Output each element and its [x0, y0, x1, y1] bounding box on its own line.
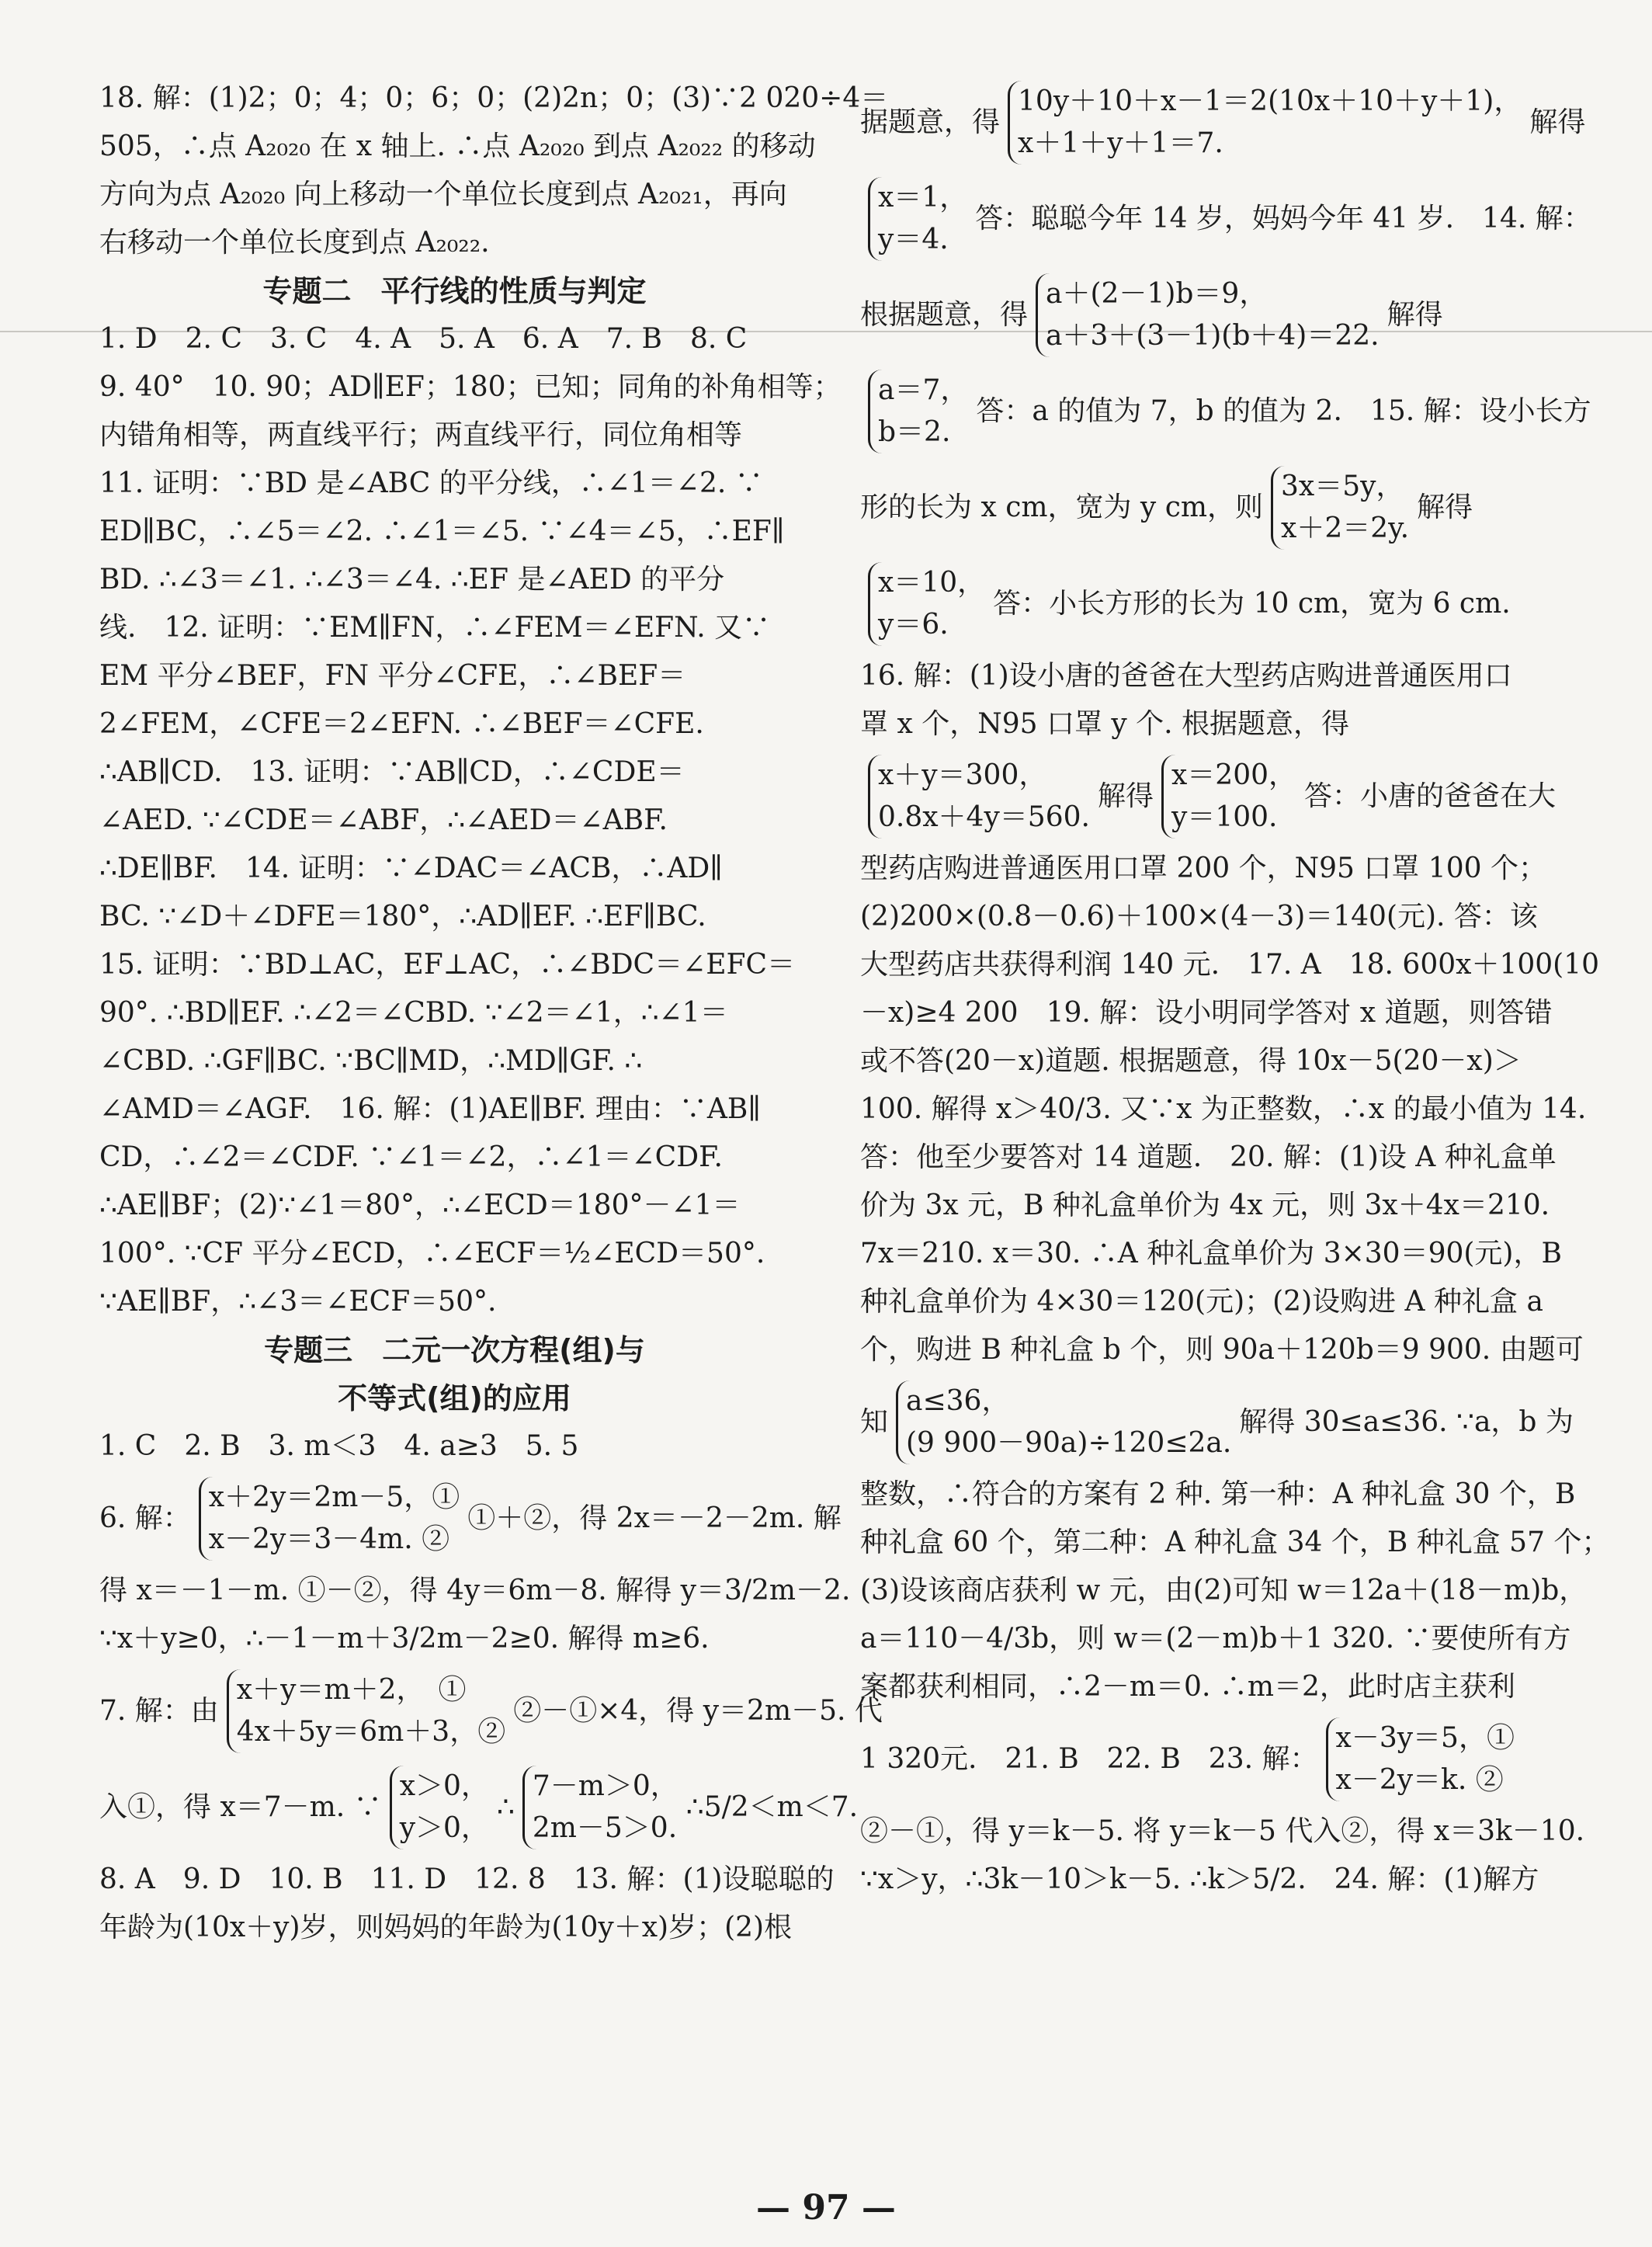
text-line	[860, 1134, 1570, 1182]
equation-row: (9 900－90a)÷120≤2a.	[906, 1427, 1232, 1459]
equation-system-line	[860, 748, 1570, 845]
line-text: 个，购进 B 种礼盒 b 个，则 90a＋120b＝9 900. 由题可	[860, 1334, 1584, 1366]
equation-row: 0.8x＋4y＝560.	[878, 801, 1090, 833]
line-text-after: ①＋②，得 2x＝－2－2m. 解	[467, 1502, 842, 1534]
line-text-before: 7. 解：由	[99, 1695, 219, 1727]
equation-system-line	[99, 1663, 883, 1759]
text-line	[99, 989, 810, 1037]
equation-row: 7－m＞0，	[532, 1770, 678, 1802]
text-line	[860, 700, 1570, 748]
text-line	[860, 1278, 1570, 1326]
equation-system	[522, 1766, 678, 1849]
line-text: (3)设该商店获利 w 元，由(2)可知 w＝12a＋(18－m)b，	[860, 1575, 1588, 1606]
text-line	[860, 845, 1570, 893]
text-line	[860, 1471, 1576, 1519]
equation-row: x－2y＝k. ②	[1335, 1764, 1504, 1796]
line-text: EM 平分∠BEF，FN 平分∠CFE，∴∠BEF＝	[99, 660, 686, 692]
text-line	[99, 75, 889, 123]
line-text: 1. D 2. C 3. C 4. A 5. A 6. A 7. B 8. C	[99, 323, 748, 355]
text-line	[860, 1567, 1588, 1615]
equation-row: x＝200，	[1171, 759, 1297, 791]
equation-system	[1326, 1717, 1515, 1801]
line-text: ∴AB∥CD. 13. 证明：∵AB∥CD，∴∠CDE＝	[99, 756, 685, 788]
equation-system-line	[99, 1471, 842, 1567]
equation-system-line	[860, 556, 1570, 652]
text-line	[860, 1663, 1570, 1711]
line-text: ED∥BC，∴∠5＝∠2. ∴∠1＝∠5. ∵∠4＝∠5，∴EF∥	[99, 516, 785, 547]
line-text: 9. 40° 10. 90；AD∥EF；180；已知；同角的补角相等；	[99, 371, 842, 403]
line-text: 内错角相等，两直线平行；两直线平行，同位角相等	[99, 419, 743, 451]
text-line	[99, 363, 842, 412]
line-text-after: 解得 30≤a≤36. ∵a，b 为	[1239, 1406, 1574, 1438]
line-text: CD，∴∠2＝∠CDF. ∵∠1＝∠2，∴∠1＝∠CDF.	[99, 1141, 723, 1173]
line-text: 大型药店共获得利润 140 元. 17. A 18. 600x＋100(10	[860, 949, 1600, 981]
line-text-after: 答：小唐的爸爸在大	[1304, 780, 1557, 812]
line-text: 505，∴点 A₂₀₂₀ 在 x 轴上. ∴点 A₂₀₂₀ 到点 A₂₀₂₂ 的移动	[99, 130, 816, 162]
text-line	[860, 1808, 1585, 1856]
equation-row: 3x＝5y，	[1281, 471, 1404, 502]
section-heading: 专题二 平行线的性质与判定	[262, 274, 647, 308]
equation-system	[1271, 466, 1409, 550]
equation-row: 2m－5＞0.	[532, 1812, 678, 1844]
line-text: 90°. ∴BD∥EF. ∴∠2＝∠CBD. ∵∠2＝∠1，∴∠1＝	[99, 997, 728, 1029]
equation-system-line	[860, 460, 1570, 556]
equation-system	[868, 755, 1090, 839]
equation-system-line	[860, 1711, 1570, 1808]
equation-system-line	[860, 267, 1570, 363]
text-line	[99, 748, 810, 797]
text-line	[99, 508, 810, 556]
text-line	[860, 1519, 1610, 1567]
equation-row: x－3y＝5，①	[1335, 1722, 1515, 1754]
equation-row: x＝1，	[878, 182, 968, 214]
text-line	[99, 1230, 810, 1278]
equation-system-line	[860, 75, 1586, 171]
equation-system	[1161, 755, 1296, 839]
equation-system	[868, 370, 968, 453]
text-line	[99, 123, 816, 171]
line-text: ∠AED. ∵∠CDE＝∠ABF，∴∠AED＝∠ABF.	[99, 804, 668, 836]
line-text: 15. 证明：∵BD⊥AC，EF⊥AC，∴∠BDC＝∠EFC＝	[99, 949, 796, 981]
line-text: －x)≥4 200 19. 解：设小明同学答对 x 道题，则答错	[860, 997, 1553, 1029]
line-text: ∠AMD＝∠AGF. 16. 解：(1)AE∥BF. 理由：∵AB∥	[99, 1093, 762, 1125]
equation-system	[390, 1766, 489, 1849]
equation-system	[868, 177, 967, 261]
line-text: ∵AE∥BF，∴∠3＝∠ECF＝50°.	[99, 1286, 497, 1318]
line-text: BC. ∵∠D＋∠DFE＝180°，∴AD∥EF. ∴EF∥BC.	[99, 901, 706, 932]
text-line	[99, 893, 810, 941]
equation-system	[868, 562, 985, 646]
equation-system-line	[99, 1759, 859, 1856]
line-text-after: 解得	[1529, 106, 1586, 138]
line-text-before: 据题意，得	[860, 106, 1001, 138]
equation-row: y＞0，	[399, 1812, 489, 1844]
text-line	[99, 1615, 810, 1663]
text-line	[99, 556, 810, 604]
line-text: ∠CBD. ∴GF∥BC. ∵BC∥MD，∴MD∥GF. ∴	[99, 1045, 643, 1077]
line-text-after: 解得	[1417, 491, 1473, 523]
text-line	[99, 171, 810, 219]
text-line	[99, 1904, 810, 1952]
equation-system-line	[860, 1374, 1574, 1471]
equation-row: x＋2y＝2m－5，①	[208, 1481, 460, 1513]
line-text: 种礼盒 60 个，第二种：A 种礼盒 34 个，B 种礼盒 57 个；	[860, 1526, 1610, 1558]
line-text-before: 1 320元. 21. B 22. B 23. 解：	[860, 1743, 1318, 1775]
equation-row: x＋2＝2y.	[1281, 512, 1410, 544]
line-text: 7x＝210. x＝30. ∴A 种礼盒单价为 3×30＝90(元)，B	[860, 1238, 1562, 1269]
text-line	[860, 652, 1570, 700]
line-text: 16. 解：(1)设小唐的爸爸在大型药店购进普通医用口	[860, 660, 1512, 692]
line-text: ∴DE∥BF. 14. 证明：∵∠DAC＝∠ACB，∴AD∥	[99, 853, 723, 884]
text-line	[99, 1134, 810, 1182]
line-text: 100°. ∵CF 平分∠ECD，∴∠ECF＝½∠ECD＝50°.	[99, 1238, 765, 1269]
text-line	[99, 460, 810, 508]
text-line	[860, 1037, 1570, 1085]
text-line	[99, 941, 810, 989]
text-line	[99, 1856, 835, 1904]
line-text: 或不答(20－x)道题. 根据题意，得 10x－5(20－x)＞	[860, 1045, 1522, 1077]
line-text: 年龄为(10x＋y)岁，则妈妈的年龄为(10y＋x)岁；(2)根	[99, 1912, 793, 1943]
equation-row: x＋y＝300，	[878, 759, 1047, 791]
text-line	[99, 1085, 810, 1134]
equation-row: a＝7，	[878, 374, 969, 406]
equation-row: a＋3＋(3－1)(b＋4)＝22.	[1046, 320, 1380, 352]
equation-row: 10y＋10＋x－1＝2(10x＋10＋y＋1)，	[1018, 85, 1522, 117]
line-text: (2)200×(0.8－0.6)＋100×(4－3)＝140(元). 答：该	[860, 901, 1538, 932]
line-text-before: 形的长为 x cm，宽为 y cm，则	[860, 491, 1264, 523]
line-text: 8. A 9. D 10. B 11. D 12. 8 13. 解：(1)设聪聪的	[99, 1863, 835, 1895]
text-line	[860, 1615, 1570, 1663]
line-text-after: 解得	[1386, 299, 1443, 331]
line-text-middle: ∴	[496, 1791, 515, 1823]
line-text: ∴AE∥BF；(2)∵∠1＝80°，∴∠ECD＝180°－∠1＝	[99, 1189, 741, 1221]
text-line	[860, 1326, 1584, 1374]
text-line	[860, 1182, 1570, 1230]
text-line	[99, 1182, 810, 1230]
line-text: ∵x＞y，∴3k－10＞k－5. ∴k＞5/2. 24. 解：(1)解方	[860, 1863, 1539, 1895]
text-line	[99, 797, 810, 845]
line-text-before: 入①，得 x＝7－m. ∵	[99, 1791, 382, 1823]
line-text: 2∠FEM，∠CFE＝2∠EFN. ∴∠BEF＝∠CFE.	[99, 708, 704, 740]
equation-system	[227, 1669, 505, 1753]
line-text-after: 答：小长方形的长为 10 cm，宽为 6 cm.	[993, 588, 1511, 620]
text-line	[860, 1230, 1570, 1278]
text-line	[860, 893, 1570, 941]
text-line	[99, 700, 810, 748]
equation-row: x＋y＝m＋2， ①	[236, 1674, 467, 1706]
text-line	[860, 1085, 1587, 1134]
text-line	[99, 845, 810, 893]
equation-system	[199, 1477, 460, 1561]
text-line	[99, 219, 810, 267]
equation-row: a≤36，	[906, 1385, 1010, 1417]
line-text-after: ②－①×4，得 y＝2m－5. 代	[513, 1695, 883, 1727]
text-line	[99, 604, 810, 652]
line-text: 100. 解得 x＞40/3. 又∵x 为正整数，∴x 的最小值为 14.	[860, 1093, 1587, 1125]
page-number: — 97 —	[756, 2188, 896, 2228]
equation-row: x＞0，	[399, 1770, 489, 1802]
equation-row: y＝100.	[1171, 801, 1278, 833]
text-line	[99, 652, 810, 700]
equation-row: y＝6.	[878, 609, 949, 641]
line-text-before: 知	[860, 1406, 889, 1438]
line-text: 方向为点 A₂₀₂₀ 向上移动一个单位长度到点 A₂₀₂₁，再向	[99, 179, 787, 210]
line-text: ②－①，得 y＝k－5. 将 y＝k－5 代入②，得 x＝3k－10.	[860, 1815, 1585, 1847]
line-text: ∵x＋y≥0，∴－1－m＋3/2m－2≥0. 解得 m≥6.	[99, 1623, 710, 1655]
section-heading: 不等式(组)的应用	[338, 1381, 571, 1415]
line-text-after: 答：聪聪今年 14 岁，妈妈今年 41 岁. 14. 解：	[975, 203, 1591, 234]
line-text-middle: 解得	[1097, 780, 1154, 812]
text-line	[860, 1856, 1570, 1904]
equation-row: x＝10，	[878, 567, 986, 599]
equation-system-line	[860, 363, 1591, 460]
text-line	[99, 1422, 810, 1471]
line-text: 价为 3x 元，B 种礼盒单价为 4x 元，则 3x＋4x＝210.	[860, 1189, 1550, 1221]
right-column	[860, 75, 1610, 1904]
line-text-before: 6. 解：	[99, 1502, 191, 1534]
line-text: 整数，∴符合的方案有 2 种. 第一种：A 种礼盒 30 个，B	[860, 1478, 1576, 1510]
text-line	[860, 989, 1570, 1037]
line-text: 1. C 2. B 3. m＜3 4. a≥3 5. 5	[99, 1430, 579, 1462]
line-text: 11. 证明：∵BD 是∠ABC 的平分线，∴∠1＝∠2. ∵	[99, 467, 763, 499]
text-line	[860, 941, 1600, 989]
line-text: 型药店购进普通医用口罩 200 个，N95 口罩 100 个；	[860, 853, 1546, 884]
equation-row: y＝4.	[878, 224, 949, 255]
equation-system	[896, 1380, 1231, 1464]
text-line	[99, 315, 810, 363]
equation-system-line	[860, 171, 1591, 267]
text-line	[99, 1037, 810, 1085]
equation-row: 4x＋5y＝6m＋3，②	[236, 1716, 506, 1748]
line-text: 右移动一个单位长度到点 A₂₀₂₂.	[99, 227, 490, 259]
text-line	[99, 412, 810, 460]
line-text: a＝110－4/3b，则 w＝(2－m)b＋1 320. ∵要使所有方	[860, 1623, 1571, 1655]
line-text: 答：他至少要答对 14 道题. 20. 解：(1)设 A 种礼盒单	[860, 1141, 1557, 1173]
left-column	[99, 75, 889, 1952]
line-text-after: 答：a 的值为 7，b 的值为 2. 15. 解：设小长方	[976, 395, 1591, 427]
line-text-after: ∴5/2＜m＜7.	[685, 1791, 859, 1823]
page-number-value: 97	[802, 2188, 850, 2228]
text-line	[99, 1567, 851, 1615]
line-text: 得 x＝－1－m. ①－②，得 4y＝6m－8. 解得 y＝3/2m－2.	[99, 1575, 851, 1606]
equation-row: b＝2.	[878, 416, 951, 448]
equation-system	[1008, 81, 1522, 165]
equation-row: x－2y＝3－4m. ②	[208, 1523, 450, 1555]
equation-row: a＋(2－1)b＝9，	[1046, 278, 1268, 310]
text-line	[99, 1278, 810, 1326]
section-heading: 专题三 二元一次方程(组)与	[264, 1333, 645, 1367]
line-text: 罩 x 个，N95 口罩 y 个. 根据题意，得	[860, 708, 1350, 740]
line-text: BD. ∴∠3＝∠1. ∴∠3＝∠4. ∴EF 是∠AED 的平分	[99, 564, 725, 596]
equation-row: x＋1＋y＋1＝7.	[1018, 127, 1223, 159]
equation-system	[1036, 273, 1380, 357]
line-text: 案都获利相同，∴2－m＝0. ∴m＝2，此时店主获利	[860, 1671, 1515, 1703]
line-text: 线. 12. 证明：∵EM∥FN，∴∠FEM＝∠EFN. 又∵	[99, 612, 771, 644]
line-text: 种礼盒单价为 4×30＝120(元)；(2)设购进 A 种礼盒 a	[860, 1286, 1543, 1318]
line-text-before: 根据题意，得	[860, 299, 1029, 331]
line-text: 18. 解：(1)2；0；4；0；6；0；(2)2n；0；(3)∵2 020÷4＝	[99, 82, 889, 114]
